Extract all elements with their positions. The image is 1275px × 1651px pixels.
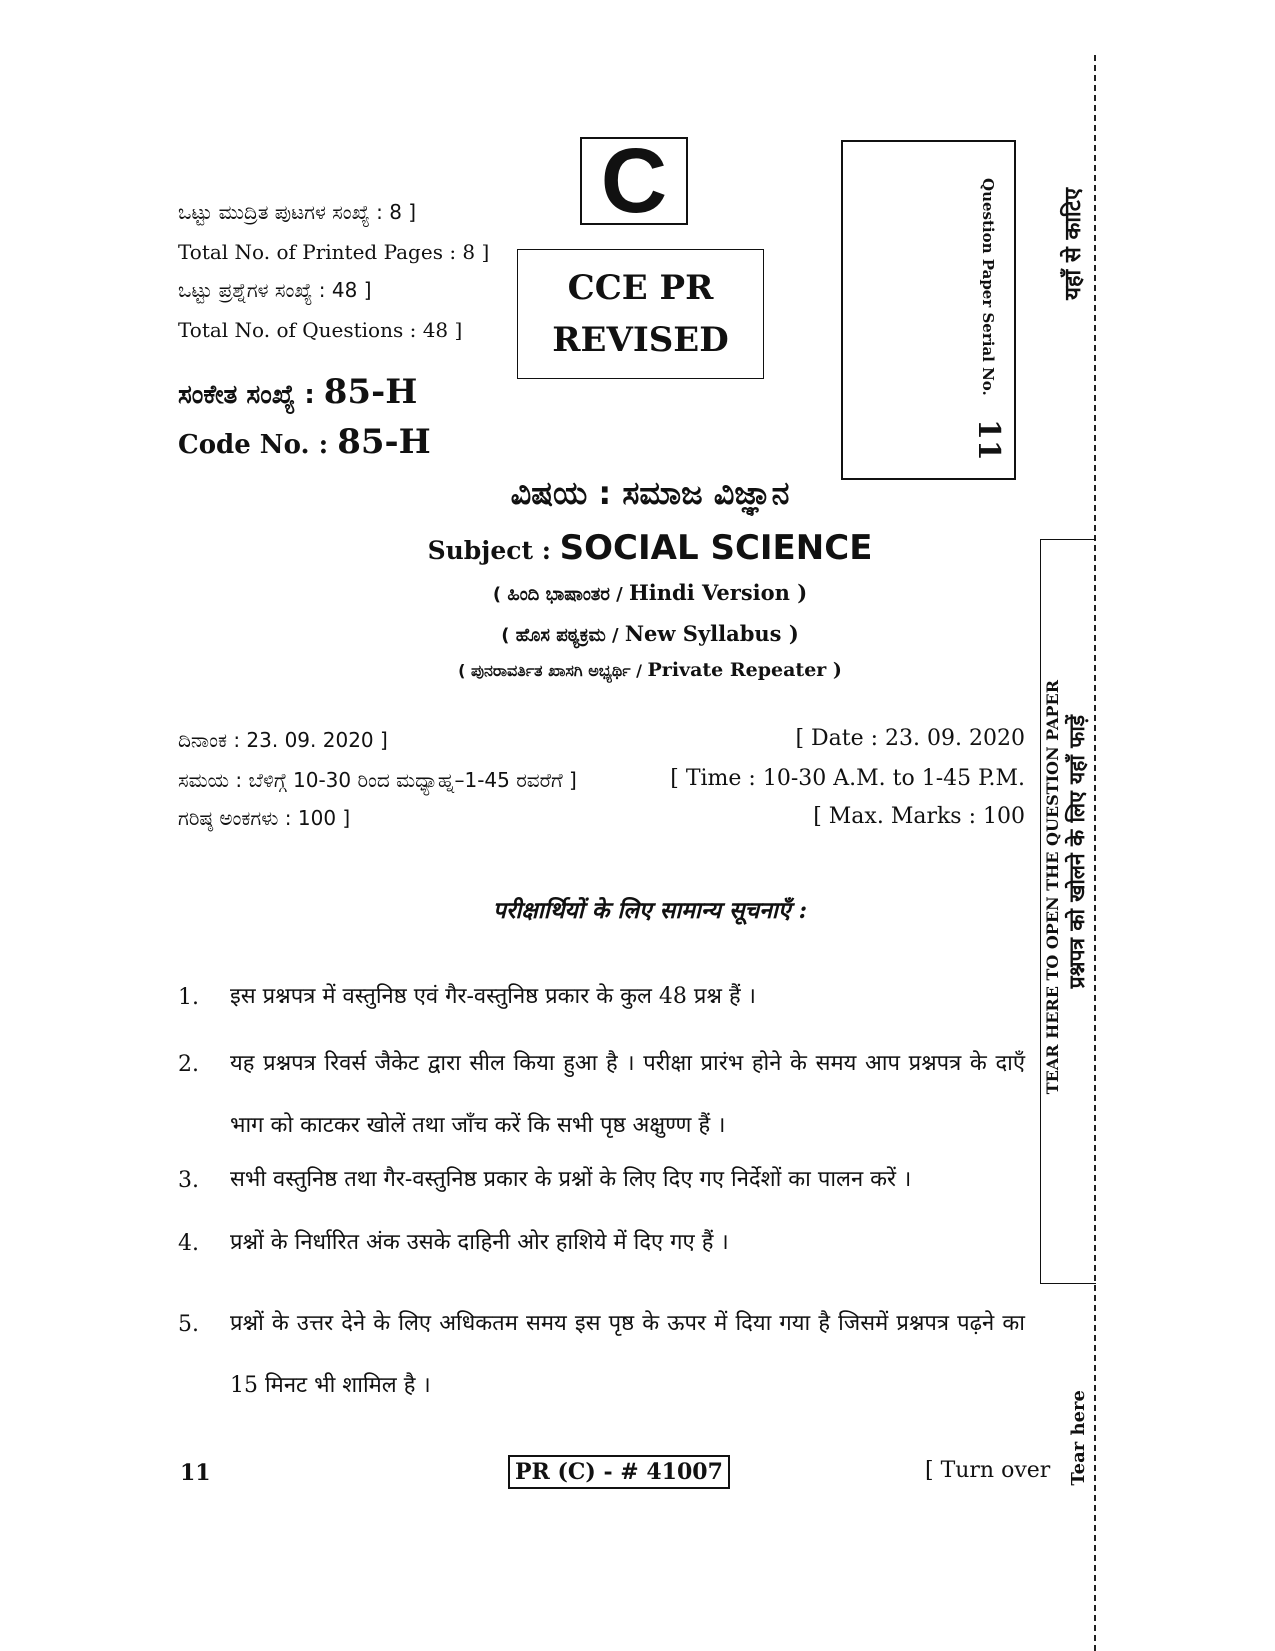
questions-count-kn: ಒಟ್ಟು ಪ್ರಶ್ನೆಗಳ ಸಂಖ್ಯೆ : 48 ] xyxy=(178,278,372,302)
instruction-text: इस प्रश्नपत्र में वस्तुनिष्ठ एवं गैर-वस्तुनिष्ठ प्रकार के कुल 48 प्रश्न हैं । xyxy=(230,984,756,1009)
code-value-en: 85-H xyxy=(337,422,431,462)
instruction-number: 1. xyxy=(178,985,199,1010)
instruction-text: सभी वस्तुनिष्ठ तथा गैर-वस्तुनिष्ठ प्रकार के प्रश्नों के लिए दिए गए निर्देशों का पालन करें । xyxy=(230,1167,912,1192)
date-en: [ Date : 23. 09. 2020 xyxy=(795,726,1025,751)
cce-revised-box xyxy=(517,249,764,379)
paper-set-box: C xyxy=(580,137,688,225)
subject-label: Subject : xyxy=(427,536,560,565)
printed-pages-en: Total No. of Printed Pages : 8 ] xyxy=(178,240,490,264)
serial-label xyxy=(971,178,1006,461)
code-label-kn: ಸಂಕೇತ ಸಂಖ್ಯೆ : xyxy=(178,380,324,410)
turn-over: [ Turn over xyxy=(925,1458,1051,1483)
cce-line-1: CCE PR xyxy=(567,268,714,308)
instruction-text: प्रश्नों के उत्तर देने के लिए अधिकतम समय इस पृष्ठ के ऊपर में दिया गया है जिसमें प्रश्नपत्र पढ़ने का 15 मिनट भी शामिल है । xyxy=(230,1311,1025,1398)
instruction-number: 4. xyxy=(178,1231,199,1256)
syllabus-en: New Syllabus ) xyxy=(624,621,799,646)
time-en: [ Time : 10-30 A.M. to 1-45 P.M. xyxy=(670,766,1025,791)
instruction-number: 5. xyxy=(178,1312,199,1337)
candidate-line xyxy=(300,659,1000,681)
version-line xyxy=(300,580,1000,605)
instruction-text: यह प्रश्नपत्र रिवर्स जैकेट द्वारा सील किया हुआ है । परीक्षा प्रारंभ होने के समय आप प्रश्नपत्र के दाएँ भाग को काटकर खोलें तथा जाँच करें कि सभी पृष्ठ अक्षुण्ण हैं । xyxy=(230,1051,1025,1138)
cce-line-2: REVISED xyxy=(552,320,729,360)
syllabus-kn: ( ಹೊಸ ಪಠ್ಯಕ್ರಮ / xyxy=(501,625,625,646)
candidate-kn: ( ಪುನರಾವರ್ತಿತ ಖಾಸಗಿ ಅಭ್ಯರ್ಥಿ / xyxy=(458,661,648,680)
page-number: 11 xyxy=(180,1460,211,1486)
subject-title xyxy=(300,528,1000,568)
questions-count-en: Total No. of Questions : 48 ] xyxy=(178,318,463,342)
code-number-en xyxy=(178,422,431,462)
syllabus-line xyxy=(300,621,1000,646)
serial-label-text: Question Paper Serial No. xyxy=(979,178,997,396)
time-kn: ಸಮಯ : ಬೆಳಿಗ್ಗೆ 10-30 ರಿಂದ ಮಧ್ಯಾಹ್ನ–1-45 ರವರೆಗೆ ] xyxy=(178,768,577,792)
code-number-kn xyxy=(178,372,417,412)
code-value-kn: 85-H xyxy=(323,372,418,412)
instructions-heading: परीक्षार्थियों के लिए सामान्य सूचनाएँ : xyxy=(492,897,808,924)
subject-kn: ವಿಷಯ : ಸಮಾಜ ವಿಜ್ಞಾನ xyxy=(510,474,790,512)
marks-kn: ಗರಿಷ್ಠ ಅಂಕಗಳು : 100 ] xyxy=(178,806,351,830)
instruction-number: 2. xyxy=(178,1052,199,1077)
cut-here-hi: यहाँ से काटिए xyxy=(1060,188,1086,300)
tear-here-label: Tear here xyxy=(1068,1390,1089,1486)
version-kn: ( ಹಿಂದಿ ಭಾಷಾಂತರ / xyxy=(492,584,629,605)
serial-number: 11 xyxy=(971,419,1006,461)
date-kn: ದಿನಾಂಕ : 23. 09. 2020 ] xyxy=(178,728,388,752)
tear-instruction-hi: प्रश्नपत्र को खोलने के लिए यहाँ फाड़ें xyxy=(1064,715,1089,989)
serial-number-box xyxy=(841,140,1016,480)
paper-code: PR (C) - # 41007 xyxy=(508,1455,730,1489)
instruction-number: 3. xyxy=(178,1168,199,1193)
code-label-en: Code No. : xyxy=(178,430,338,460)
tear-instruction-en: TEAR HERE TO OPEN THE QUESTION PAPER xyxy=(1043,680,1062,1095)
subject-name: SOCIAL SCIENCE xyxy=(559,528,873,568)
printed-pages-kn: ಒಟ್ಟು ಮುದ್ರಿತ ಪುಟಗಳ ಸಂಖ್ಯೆ : 8 ] xyxy=(178,200,417,224)
marks-en: [ Max. Marks : 100 xyxy=(813,804,1025,829)
candidate-en: Private Repeater ) xyxy=(647,659,842,681)
version-en: Hindi Version ) xyxy=(628,580,808,605)
instruction-text: प्रश्नों के निर्धारित अंक उसके दाहिनी ओर हाशिये में दिए गए हैं । xyxy=(230,1230,729,1255)
